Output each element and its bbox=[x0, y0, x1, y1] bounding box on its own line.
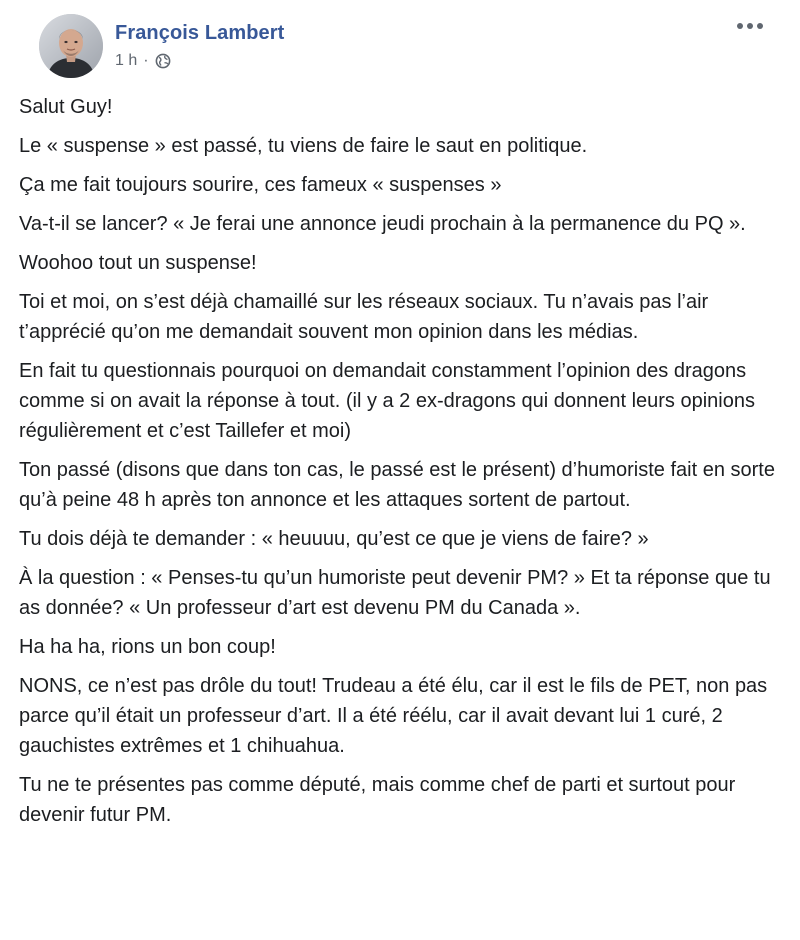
post-paragraph: Ha ha ha, rions un bon coup! bbox=[19, 636, 276, 658]
post-paragraph: Salut Guy! bbox=[19, 96, 113, 118]
post-header bbox=[20, 0, 780, 84]
post-paragraph: Ça me fait toujours sourire, ces fameux « suspenses » bbox=[19, 174, 502, 196]
post-paragraph: Toi et moi, on s’est déjà chamaillé sur les réseaux sociaux. Tu n’avais pas l’air t’apprécié qu’on me demandait souvent mon opinion dans les médias. bbox=[19, 291, 709, 343]
post-body bbox=[19, 92, 789, 839]
ellipsis-dot bbox=[747, 23, 753, 29]
post-meta bbox=[115, 52, 171, 70]
post-paragraph: Tu ne te présentes pas comme député, mais comme chef de parti et surtout pour devenir futur PM. bbox=[19, 774, 736, 826]
ellipsis-dot bbox=[737, 23, 743, 29]
more-options-button[interactable] bbox=[734, 14, 766, 38]
avatar-photo-icon bbox=[39, 14, 103, 78]
post-paragraph: Woohoo tout un suspense! bbox=[19, 252, 257, 274]
post-paragraph: Va-t-il se lancer? « Je ferai une annonce jeudi prochain à la permanence du PQ ». bbox=[19, 213, 746, 235]
post-paragraph: À la question : « Penses-tu qu’un humoriste peut devenir PM? » Et ta réponse que tu as donnée? « Un professeur d’art est devenu PM du Canada ». bbox=[19, 567, 771, 619]
post-paragraph: En fait tu questionnais pourquoi on demandait constamment l’opinion des dragons comme si on avait la réponse à tout. (il y a 2 ex-dragons qui donnent leurs opinions régulièrement et c’est Taillefer et moi) bbox=[19, 360, 755, 442]
meta-separator: · bbox=[143, 52, 149, 69]
author-name-link[interactable]: François Lambert bbox=[115, 22, 285, 44]
post-timestamp[interactable]: 1 h bbox=[115, 52, 138, 69]
post-paragraph: Tu dois déjà te demander : « heuuuu, qu’est ce que je viens de faire? » bbox=[19, 528, 649, 550]
avatar[interactable] bbox=[39, 14, 103, 78]
globe-icon[interactable] bbox=[155, 53, 171, 69]
post-paragraph: NONS, ce n’est pas drôle du tout! Trudeau a été élu, car il est le fils de PET, non pas parce qu’il était un professeur d’art. Il a été réélu, car il avait devant lui 1 curé, 2 gauchistes extrêmes et 1 chihuahua. bbox=[19, 675, 768, 757]
post-paragraph: Le « suspense » est passé, tu viens de faire le saut en politique. bbox=[19, 135, 588, 157]
post-paragraph: Ton passé (disons que dans ton cas, le passé est le présent) d’humoriste fait en sorte qu’à peine 48 h après ton annonce et les attaques sortent de partout. bbox=[19, 459, 775, 511]
ellipsis-dot bbox=[757, 23, 763, 29]
